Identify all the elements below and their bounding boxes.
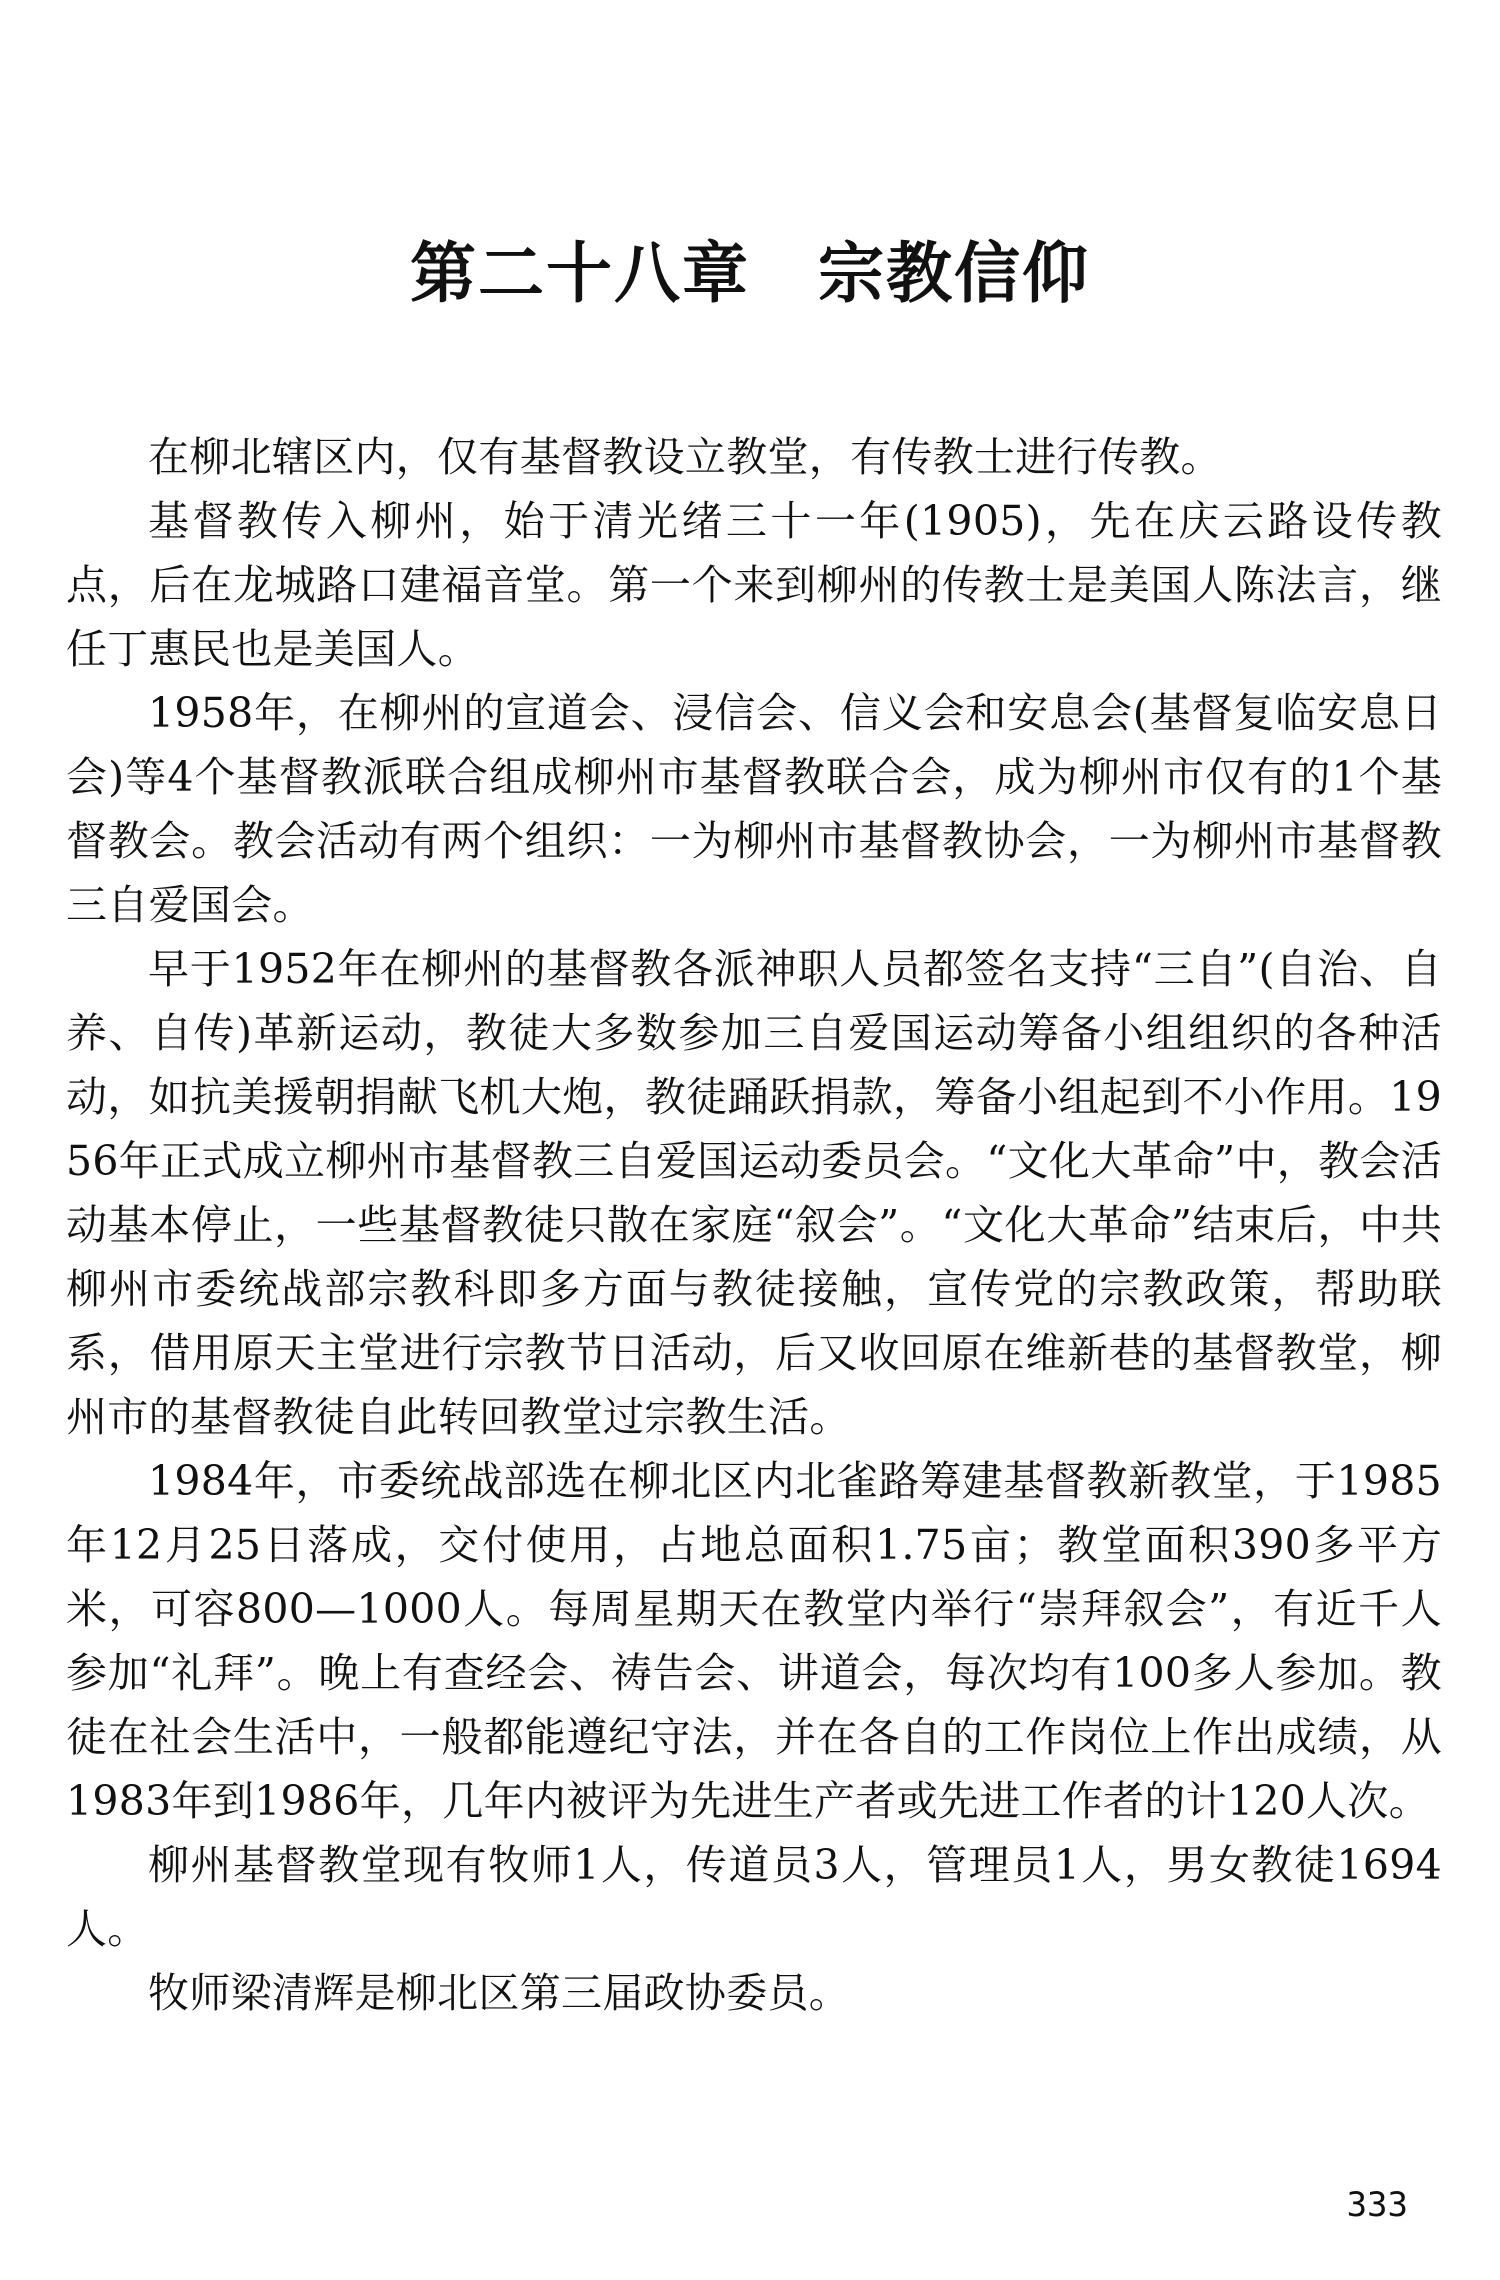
paragraph-pastor: 牧师梁清辉是柳北区第三届政协委员。 [148, 1969, 851, 2017]
paragraph-introduction-history: 基督教传入柳州，始于清光绪三十一年(1905)，先在庆云路设传教点，后在龙城路口建福音堂。第一个来到柳州的传教士是美国人陈法言，继任丁惠民也是美国人。 [66, 497, 1442, 673]
body-text [66, 425, 1442, 2025]
paragraph-church-union: 1958年，在柳州的宣道会、浸信会、信义会和安息会(基督复临安息日会)等4个基督教派联合组成柳州市基督教联合会，成为柳州市仅有的1个基督教会。教会活动有两个组织：一为柳州市基督教协会，一为柳州市基督教三自爱国会。 [66, 689, 1442, 929]
chapter-title: 第二十八章 宗教信仰 [410, 235, 1090, 313]
paragraph-intro: 在柳北辖区内，仅有基督教设立教堂，有传教士进行传教。 [148, 433, 1222, 481]
paragraph-staff-count: 柳州基督教堂现有牧师1人，传道员3人，管理员1人，男女教徒1694人。 [66, 1841, 1442, 1953]
paragraph-new-church: 1984年，市委统战部选在柳北区内北雀路筹建基督教新教堂，于1985年12月25日落成，交付使用，占地总面积1.75亩；教堂面积390多平方米，可容800—1000人。每周星期天在教堂内举行“崇拜叙会”，有近千人参加“礼拜”。晚上有查经会、祷告会、讲道会，每次均有100多人参加。教徒在社会生活中，一般都能遵纪守法，并在各自的工作岗位上作出成绩，从1983年到1986年，几年内被评为先进生产者或先进工作者的计120人次。 [66, 1457, 1442, 1825]
page-number: 333 [1346, 2185, 1408, 2225]
paragraph-three-self-movement: 早于1952年在柳州的基督教各派神职人员都签名支持“三自”(自治、自养、自传)革新运动，教徒大多数参加三自爱国运动筹备小组组织的各种活动，如抗美援朝捐献飞机大炮，教徒踊跃捐款，筹备小组起到不小作用。1956年正式成立柳州市基督教三自爱国运动委员会。“文化大革命”中，教会活动基本停止，一些基督教徒只散在家庭“叙会”。“文化大革命”结束后，中共柳州市委统战部宗教科即多方面与教徒接触，宣传党的宗教政策，帮助联系，借用原天主堂进行宗教节日活动，后又收回原在维新巷的基督教堂，柳州市的基督教徒自此转回教堂过宗教生活。 [66, 945, 1442, 1441]
